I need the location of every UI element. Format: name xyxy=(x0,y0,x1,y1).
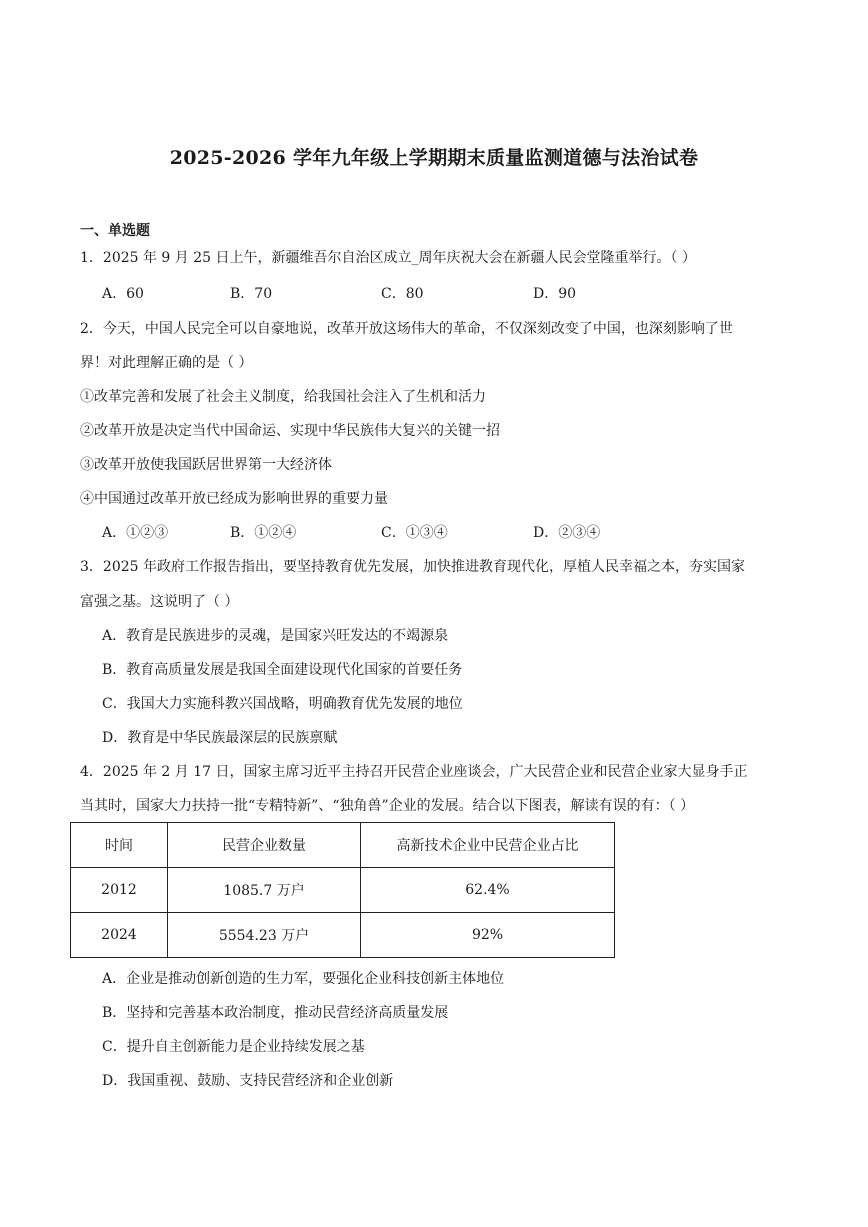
q1-option-a[interactable]: A．60 xyxy=(102,286,144,302)
q4-option-b[interactable]: B．坚持和完善基本政治制度，推动民营经济高质量发展 xyxy=(102,1005,449,1021)
q4-option-a[interactable]: A．企业是推动创新创造的生力军，要强化企业科技创新主体地位 xyxy=(102,971,505,987)
q2-statement-4: ④中国通过改革开放已经成为影响世界的重要力量 xyxy=(80,491,388,507)
table-row xyxy=(71,868,615,913)
q4-option-c[interactable]: C．提升自主创新能力是企业持续发展之基 xyxy=(102,1039,365,1055)
q4-option-d[interactable]: D．我国重视、鼓励、支持民营经济和企业创新 xyxy=(102,1073,394,1089)
enterprise-data-table xyxy=(70,822,615,958)
page-title: 2025-2026 学年九年级上学期期末质量监测道德与法治试卷 xyxy=(169,147,699,169)
table-header-cell: 高新技术企业中民营企业占比 xyxy=(361,823,615,868)
table-cell: 1085.7 万户 xyxy=(168,868,361,913)
question-4-stem-line1: 4．2025 年 2 月 17 日，国家主席习近平主持召开民营企业座谈会，广大民营企业和民营企业家大显身手正 xyxy=(80,764,748,780)
q1-option-d[interactable]: D．90 xyxy=(533,286,577,302)
question-4-stem-line2: 当其时，国家大力扶持一批“专精特新”、“独角兽”企业的发展。结合以下图表，解读有误的有：（ ） xyxy=(80,798,695,814)
q1-option-b[interactable]: B．70 xyxy=(230,286,273,302)
question-1-stem: 1．2025 年 9 月 25 日上午，新疆维吾尔自治区成立_周年庆祝大会在新疆人民会堂隆重举行。（ ） xyxy=(80,250,696,266)
q2-option-c[interactable]: C．①③④ xyxy=(381,525,448,541)
table-cell: 5554.23 万户 xyxy=(168,913,361,958)
q3-option-a[interactable]: A．教育是民族进步的灵魂，是国家兴旺发达的不竭源泉 xyxy=(102,628,449,644)
section-heading: 一、单选题 xyxy=(80,223,150,239)
question-3-stem-line1: 3．2025 年政府工作报告指出，要坚持教育优先发展，加快推进教育现代化，厚植人民幸福之本，夯实国家 xyxy=(80,559,745,575)
question-2-stem-line2: 界！对此理解正确的是（ ） xyxy=(80,355,253,371)
table-cell: 92% xyxy=(361,913,615,958)
table-header-cell: 时间 xyxy=(71,823,168,868)
question-3-stem-line2: 富强之基。这说明了（ ） xyxy=(80,594,239,610)
table-cell: 62.4% xyxy=(361,868,615,913)
q2-statement-2: ②改革开放是决定当代中国命运、实现中华民族伟大复兴的关键一招 xyxy=(80,423,500,439)
table-header-row xyxy=(71,823,615,868)
q3-option-c[interactable]: C．我国大力实施科教兴国战略，明确教育优先发展的地位 xyxy=(102,696,463,712)
q2-option-b[interactable]: B．①②④ xyxy=(230,525,297,541)
q2-statement-3: ③改革开放使我国跃居世界第一大经济体 xyxy=(80,457,332,473)
q3-option-b[interactable]: B．教育高质量发展是我国全面建设现代化国家的首要任务 xyxy=(102,662,463,678)
q3-option-d[interactable]: D．教育是中华民族最深层的民族禀赋 xyxy=(102,730,338,746)
q2-statement-1: ①改革完善和发展了社会主义制度，给我国社会注入了生机和活力 xyxy=(80,389,486,405)
table-header-cell: 民营企业数量 xyxy=(168,823,361,868)
table-row xyxy=(71,913,615,958)
q2-option-d[interactable]: D．②③④ xyxy=(533,525,601,541)
question-2-stem-line1: 2．今天，中国人民完全可以自豪地说，改革开放这场伟大的革命，不仅深刻改变了中国，也深刻影响了世 xyxy=(80,321,733,337)
table-cell: 2024 xyxy=(71,913,168,958)
table-cell: 2012 xyxy=(71,868,168,913)
q1-option-c[interactable]: C．80 xyxy=(381,286,424,302)
q2-option-a[interactable]: A．①②③ xyxy=(102,525,169,541)
